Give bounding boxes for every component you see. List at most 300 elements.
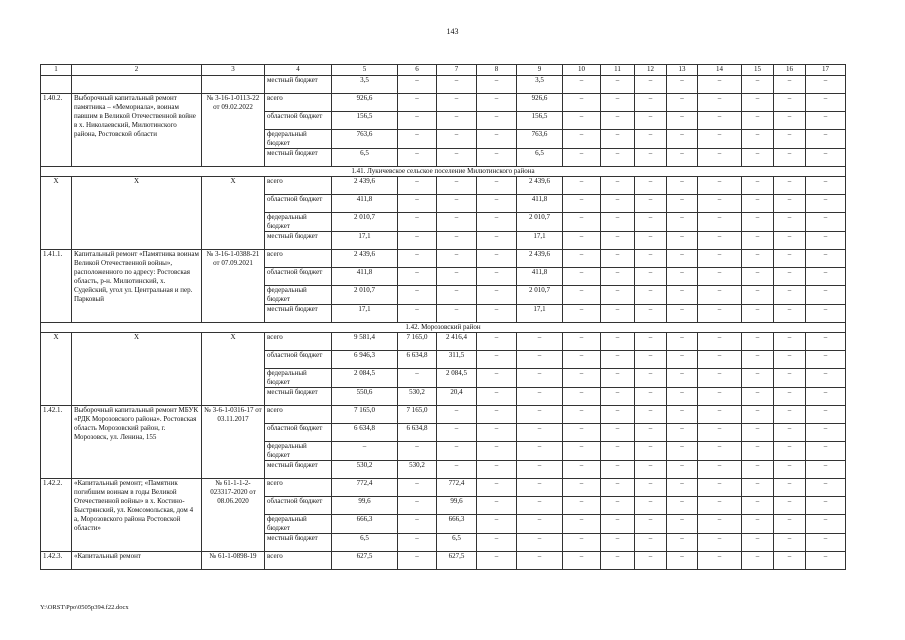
value-cell: – [742,351,774,369]
header-cell: 6 [398,65,437,76]
value-cell: – [667,232,698,250]
value-cell: – [806,250,846,268]
value-cell: – [774,552,806,570]
value-cell: – [806,76,846,94]
header-cell: 14 [698,65,742,76]
value-cell: – [477,149,517,167]
value-cell: – [601,497,635,515]
value-cell: – [698,424,742,442]
value-cell: – [698,112,742,130]
funding-source: всего [265,552,332,570]
funding-source: местный бюджет [265,461,332,479]
value-cell: 772,4 [332,479,398,497]
value-cell: – [806,268,846,286]
value-cell: – [477,112,517,130]
value-cell: – [806,232,846,250]
value-cell: – [477,351,517,369]
value-cell: – [698,552,742,570]
value-cell: – [601,130,635,149]
item-number [41,76,72,94]
value-cell: – [563,333,601,351]
value-cell: – [563,479,601,497]
value-cell: – [635,351,667,369]
value-cell: – [398,232,437,250]
funding-source: областной бюджет [265,497,332,515]
value-cell: 2 010,7 [332,213,398,232]
value-cell: 7 165,0 [332,406,398,424]
value-cell: – [774,232,806,250]
value-cell: – [601,479,635,497]
value-cell: – [398,534,437,552]
value-cell: – [774,250,806,268]
section-row [41,167,846,177]
value-cell: – [774,286,806,305]
value-cell: – [437,442,477,461]
header-cell: 2 [72,65,202,76]
funding-source: местный бюджет [265,232,332,250]
value-cell: – [667,497,698,515]
value-cell: – [563,534,601,552]
value-cell: – [477,286,517,305]
value-cell: – [563,232,601,250]
value-cell: – [667,388,698,406]
value-cell: – [398,442,437,461]
value-cell: – [398,286,437,305]
value-cell: – [806,149,846,167]
value-cell: – [635,250,667,268]
value-cell: – [635,112,667,130]
value-cell: – [806,552,846,570]
funding-source: федеральный бюджет [265,515,332,534]
value-cell: 9 581,4 [332,333,398,351]
value-cell: – [398,112,437,130]
value-cell: – [698,305,742,323]
value-cell: – [667,76,698,94]
value-cell: 2 439,6 [517,250,563,268]
value-cell: – [806,406,846,424]
value-cell: – [806,305,846,323]
value-cell: – [698,369,742,388]
value-cell: – [601,94,635,112]
table-row [41,76,846,94]
value-cell: – [477,250,517,268]
value-cell: – [477,268,517,286]
value-cell: – [698,406,742,424]
value-cell: 666,3 [437,515,477,534]
value-cell: – [601,369,635,388]
value-cell: – [437,76,477,94]
value-cell: – [601,76,635,94]
budget-table [40,64,846,570]
value-cell: – [635,286,667,305]
value-cell: – [667,424,698,442]
value-cell: – [635,195,667,213]
value-cell: – [806,515,846,534]
value-cell: – [635,94,667,112]
value-cell: – [742,333,774,351]
value-cell: – [698,333,742,351]
value-cell: 550,6 [332,388,398,406]
value-cell: – [698,388,742,406]
header-row [41,65,846,76]
value-cell: 666,3 [332,515,398,534]
value-cell: 20,4 [437,388,477,406]
value-cell: – [635,305,667,323]
value-cell: – [742,497,774,515]
value-cell: – [742,112,774,130]
value-cell: – [437,112,477,130]
value-cell: – [742,286,774,305]
value-cell: – [437,250,477,268]
value-cell: – [517,388,563,406]
value-cell: 7 165,0 [398,406,437,424]
value-cell: 311,5 [437,351,477,369]
value-cell: – [477,497,517,515]
funding-source: всего [265,94,332,112]
value-cell: – [698,534,742,552]
value-cell: 3,5 [332,76,398,94]
value-cell: – [667,479,698,497]
value-cell: – [774,497,806,515]
funding-source: всего [265,177,332,195]
value-cell: – [635,333,667,351]
value-cell: – [806,442,846,461]
value-cell: – [437,213,477,232]
item-number: Х [41,333,72,406]
value-cell: – [698,286,742,305]
value-cell: – [601,149,635,167]
value-cell: – [477,333,517,351]
value-cell: – [742,305,774,323]
value-cell: 2 439,6 [332,177,398,195]
value-cell: – [806,424,846,442]
value-cell: – [698,351,742,369]
value-cell: 2 439,6 [517,177,563,195]
value-cell: – [698,479,742,497]
funding-source: федеральный бюджет [265,130,332,149]
funding-source: местный бюджет [265,305,332,323]
value-cell: – [332,442,398,461]
funding-source: областной бюджет [265,112,332,130]
funding-source: федеральный бюджет [265,286,332,305]
value-cell: 763,6 [332,130,398,149]
funding-source: всего [265,406,332,424]
header-cell: 1 [41,65,72,76]
header-cell: 17 [806,65,846,76]
value-cell: – [774,76,806,94]
value-cell: – [517,369,563,388]
value-cell: – [635,213,667,232]
value-cell: 6 946,3 [332,351,398,369]
value-cell: – [517,406,563,424]
table-row [41,552,846,570]
value-cell: – [563,213,601,232]
object-name [72,76,202,94]
value-cell: – [742,149,774,167]
header-cell: 13 [667,65,698,76]
value-cell: 2 439,6 [332,250,398,268]
value-cell: – [437,461,477,479]
value-cell: 6,5 [332,534,398,552]
table-row [41,406,846,424]
value-cell: 6 634,8 [398,351,437,369]
value-cell: – [806,369,846,388]
header-cell: 16 [774,65,806,76]
value-cell: 411,8 [332,268,398,286]
value-cell: – [698,232,742,250]
document-ref: № 61-1-1-2-023317-2020 от 08.06.2020 [202,479,265,552]
value-cell: – [635,232,667,250]
header-cell: 12 [635,65,667,76]
value-cell: – [667,552,698,570]
funding-source: областной бюджет [265,195,332,213]
value-cell: – [437,424,477,442]
funding-source: местный бюджет [265,149,332,167]
value-cell: – [698,94,742,112]
funding-source: областной бюджет [265,424,332,442]
value-cell: – [477,515,517,534]
document-ref [202,76,265,94]
value-cell: – [398,552,437,570]
value-cell: – [667,534,698,552]
value-cell: – [563,112,601,130]
value-cell: – [477,479,517,497]
value-cell: – [635,534,667,552]
funding-source: федеральный бюджет [265,213,332,232]
value-cell: 627,5 [332,552,398,570]
value-cell: – [601,351,635,369]
value-cell: – [806,497,846,515]
value-cell: – [635,406,667,424]
document-ref: № 61-1-0898-19 [202,552,265,570]
value-cell: – [774,406,806,424]
header-cell: 10 [563,65,601,76]
object-name: Капитальный ремонт «Памятника воинам Великой Отечественной войны», расположенного по адресу: Ростовская область, р-н. Милютинский, х. Судейский, угол ул. Центральная и пер. Парковый [72,250,202,323]
value-cell: – [601,552,635,570]
value-cell: – [477,461,517,479]
value-cell: 6 634,8 [332,424,398,442]
value-cell: 530,2 [398,388,437,406]
value-cell: – [398,94,437,112]
value-cell: – [517,333,563,351]
value-cell: – [517,552,563,570]
value-cell: – [635,424,667,442]
value-cell: – [667,94,698,112]
value-cell: – [517,534,563,552]
value-cell: – [774,177,806,195]
value-cell: – [698,268,742,286]
value-cell: – [774,149,806,167]
value-cell: – [477,195,517,213]
value-cell: – [806,479,846,497]
header-cell: 15 [742,65,774,76]
value-cell: – [398,213,437,232]
table-row [41,333,846,351]
value-cell: 2 084,5 [437,369,477,388]
value-cell: – [563,305,601,323]
funding-source: всего [265,479,332,497]
value-cell: – [667,130,698,149]
value-cell: – [806,130,846,149]
value-cell: – [437,149,477,167]
value-cell: – [437,305,477,323]
value-cell: – [774,534,806,552]
value-cell: – [517,351,563,369]
value-cell: – [635,388,667,406]
value-cell: – [601,195,635,213]
value-cell: – [774,112,806,130]
value-cell: 2 084,5 [332,369,398,388]
value-cell: – [601,268,635,286]
value-cell: – [698,213,742,232]
value-cell: – [635,149,667,167]
section-title: 1.42. Морозовский район [41,323,846,333]
value-cell: – [437,94,477,112]
value-cell: – [742,94,774,112]
value-cell: – [774,130,806,149]
value-cell: – [667,351,698,369]
value-cell: – [601,406,635,424]
value-cell: – [635,177,667,195]
section-title: 1.41. Лукичевское сельское поселение Милютинского района [41,167,846,177]
value-cell: – [742,461,774,479]
header-cell: 4 [265,65,332,76]
value-cell: – [398,369,437,388]
value-cell: – [698,442,742,461]
value-cell: 7 165,0 [398,333,437,351]
value-cell: – [601,388,635,406]
value-cell: 6,5 [437,534,477,552]
header-cell: 9 [517,65,563,76]
value-cell: – [563,94,601,112]
value-cell: 3,5 [517,76,563,94]
value-cell: – [477,442,517,461]
value-cell: – [477,406,517,424]
value-cell: – [437,195,477,213]
item-number: 1.40.2. [41,94,72,167]
value-cell: – [563,552,601,570]
value-cell: – [437,286,477,305]
value-cell: 2 416,4 [437,333,477,351]
value-cell: – [698,195,742,213]
file-path-footer: Y:\ORST\Ppo\0505p394.f22.docx [40,604,129,611]
value-cell: – [601,177,635,195]
value-cell: – [774,351,806,369]
value-cell: – [517,497,563,515]
value-cell: – [742,232,774,250]
value-cell: – [601,213,635,232]
value-cell: 6 634,8 [398,424,437,442]
value-cell: 17,1 [332,305,398,323]
value-cell: – [601,305,635,323]
value-cell: – [774,369,806,388]
value-cell: – [806,213,846,232]
value-cell: – [774,268,806,286]
value-cell: – [742,250,774,268]
value-cell: 2 010,7 [332,286,398,305]
funding-source: областной бюджет [265,351,332,369]
value-cell: – [742,406,774,424]
value-cell: – [635,76,667,94]
value-cell: 99,6 [437,497,477,515]
value-cell: 17,1 [332,232,398,250]
object-name: Выборочный капитальный ремонт МБУК «РДК Морозовского района». Ростовская область Морозовский район, г. Морозовск, ул. Ленина, 155 [72,406,202,479]
value-cell: – [563,286,601,305]
value-cell: 6,5 [517,149,563,167]
value-cell: 2 010,7 [517,286,563,305]
value-cell: – [601,112,635,130]
value-cell: – [742,552,774,570]
value-cell: – [477,534,517,552]
object-name: Х [72,177,202,250]
value-cell: – [774,461,806,479]
value-cell: – [398,250,437,268]
value-cell: – [774,388,806,406]
value-cell: – [635,130,667,149]
value-cell: 411,8 [517,268,563,286]
funding-source: местный бюджет [265,76,332,94]
value-cell: – [667,213,698,232]
value-cell: – [742,442,774,461]
value-cell: – [667,268,698,286]
value-cell: – [437,406,477,424]
object-name: Х [72,333,202,406]
value-cell: – [774,195,806,213]
value-cell: – [477,305,517,323]
value-cell: – [517,461,563,479]
header-cell: 7 [437,65,477,76]
value-cell: – [667,149,698,167]
value-cell: – [437,177,477,195]
value-cell: 156,5 [517,112,563,130]
object-name: Выборочный капитальный ремонт памятника – «Мемориала», воинам павшим в Великой Отечественной войне в х. Николаевский, Милютинского района, Ростовской области [72,94,202,167]
value-cell: – [437,130,477,149]
value-cell: – [667,305,698,323]
value-cell: – [635,552,667,570]
value-cell: – [563,406,601,424]
object-name: «Капитальный ремонт [72,552,202,570]
value-cell: – [563,461,601,479]
table-row [41,250,846,268]
value-cell: – [517,424,563,442]
value-cell: – [698,515,742,534]
value-cell: – [698,177,742,195]
value-cell: – [398,149,437,167]
value-cell: – [806,351,846,369]
value-cell: 411,8 [517,195,563,213]
value-cell: – [517,479,563,497]
value-cell: – [698,461,742,479]
value-cell: – [398,479,437,497]
value-cell: – [667,286,698,305]
table-row [41,177,846,195]
table-row [41,94,846,112]
value-cell: – [601,515,635,534]
value-cell: – [742,76,774,94]
value-cell: – [563,268,601,286]
value-cell: – [806,388,846,406]
value-cell: 926,6 [332,94,398,112]
value-cell: – [563,76,601,94]
value-cell: – [698,149,742,167]
value-cell: – [667,177,698,195]
value-cell: – [742,534,774,552]
value-cell: – [742,479,774,497]
value-cell: – [563,369,601,388]
value-cell: – [774,94,806,112]
table-row [41,479,846,497]
value-cell: – [477,369,517,388]
